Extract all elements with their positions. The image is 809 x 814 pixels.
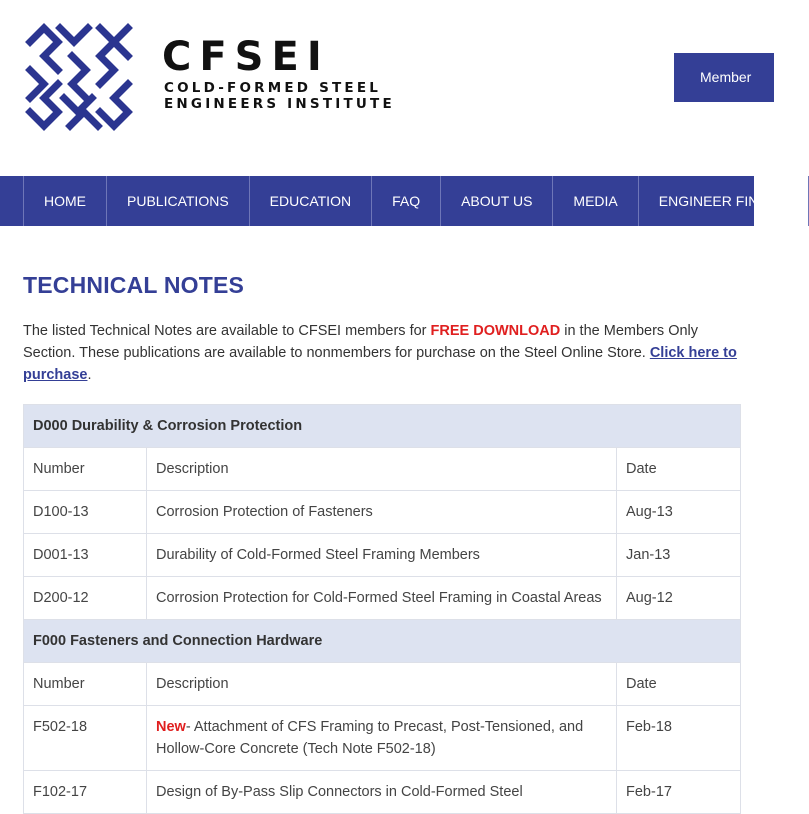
intro-part2: in the Members Only Section. These publications are available to nonmembers for purchase on the Steel Online Store. <box>23 323 699 361</box>
column-header-number: Number <box>24 663 147 706</box>
free-download-label: FREE DOWNLOAD <box>430 323 561 339</box>
table-header-row <box>24 663 741 706</box>
nav-item-faq[interactable]: FAQ <box>372 176 441 226</box>
table-row[interactable] <box>24 534 741 577</box>
intro-end: . <box>87 367 92 383</box>
table-header-row <box>24 448 741 491</box>
note-date: Aug-12 <box>617 577 741 620</box>
nav-item-education[interactable]: EDUCATION <box>250 176 372 226</box>
note-number: F502-18 <box>24 706 147 771</box>
column-header-description: Description <box>147 448 617 491</box>
note-date: Feb-18 <box>617 706 741 771</box>
note-date: Aug-13 <box>617 491 741 534</box>
new-badge: New <box>156 719 186 735</box>
nav-item-engineer-finder[interactable]: ENGINEER FINDER <box>639 176 809 226</box>
main-nav <box>0 176 788 226</box>
note-description[interactable]: Corrosion Protection of Fasteners <box>147 491 617 534</box>
nav-item-media[interactable]: MEDIA <box>553 176 638 226</box>
note-number: F102-17 <box>24 771 147 814</box>
section-title: F000 Fasteners and Connection Hardware <box>24 620 741 663</box>
column-header-description: Description <box>147 663 617 706</box>
note-number: D001-13 <box>24 534 147 577</box>
page-title: TECHNICAL NOTES <box>23 272 245 298</box>
nav-item-publications[interactable]: PUBLICATIONS <box>107 176 250 226</box>
logo-subtitle-line2: ENGINEERS INSTITUTE <box>164 96 395 112</box>
nav-spacer <box>0 176 24 226</box>
note-number: D200-12 <box>24 577 147 620</box>
cfsei-logo-icon[interactable] <box>24 22 134 132</box>
note-description[interactable] <box>147 706 617 771</box>
table-row[interactable] <box>24 771 741 814</box>
intro-text <box>23 320 741 386</box>
note-date: Jan-13 <box>617 534 741 577</box>
section-row-d000 <box>24 405 741 448</box>
logo-title: CFSEI <box>162 34 330 80</box>
site-header <box>0 0 754 176</box>
nav-item-about-us[interactable]: ABOUT US <box>441 176 553 226</box>
column-header-date: Date <box>617 663 741 706</box>
column-header-date: Date <box>617 448 741 491</box>
section-title: D000 Durability & Corrosion Protection <box>24 405 741 448</box>
table-row[interactable] <box>24 577 741 620</box>
note-description[interactable]: Corrosion Protection for Cold-Formed Steel Framing in Coastal Areas <box>147 577 617 620</box>
note-description[interactable]: Durability of Cold-Formed Steel Framing Members <box>147 534 617 577</box>
note-date: Feb-17 <box>617 771 741 814</box>
note-description[interactable]: Design of By-Pass Slip Connectors in Cold-Formed Steel <box>147 771 617 814</box>
logo-subtitle-line1: COLD-FORMED STEEL <box>164 80 382 96</box>
column-header-number: Number <box>24 448 147 491</box>
member-button[interactable]: Member <box>674 53 774 102</box>
section-row-f000 <box>24 620 741 663</box>
table-row[interactable] <box>24 706 741 771</box>
purchase-link[interactable]: Click here to purchase <box>23 345 737 383</box>
note-number: D100-13 <box>24 491 147 534</box>
technical-notes-table <box>23 404 741 814</box>
note-description-text: - Attachment of CFS Framing to Precast, Post-Tensioned, and Hollow-Core Concrete (Tech Note F502-18) <box>156 719 584 757</box>
nav-item-home[interactable]: HOME <box>24 176 107 226</box>
intro-part1: The listed Technical Notes are available to CFSEI members for <box>23 323 431 339</box>
table-row[interactable] <box>24 491 741 534</box>
